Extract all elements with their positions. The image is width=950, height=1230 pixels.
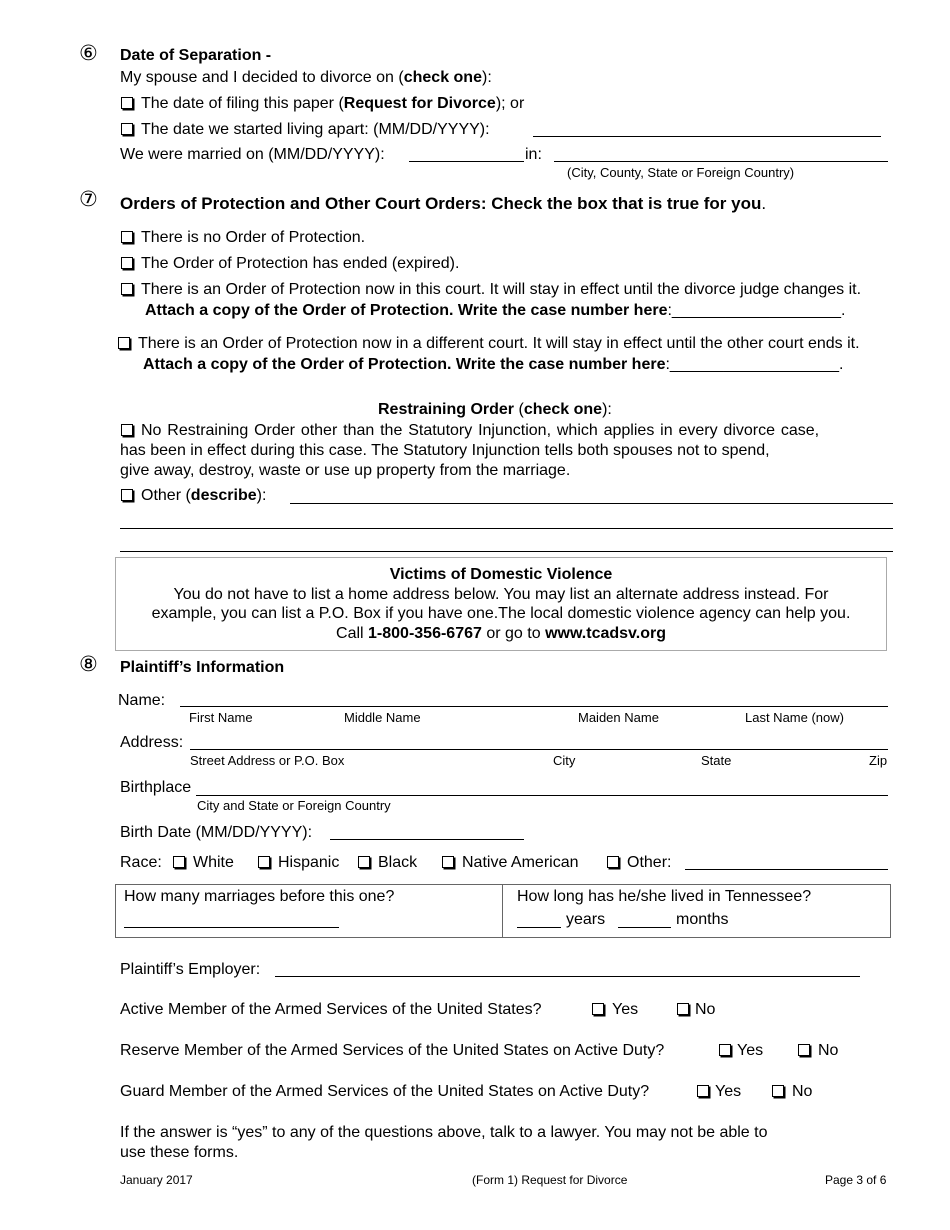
address-field[interactable] — [190, 749, 888, 750]
active-yes[interactable]: Yes — [592, 1001, 638, 1019]
marriage-residence-table — [115, 884, 891, 938]
checkbox[interactable] — [719, 1044, 731, 1056]
restraining-option-none[interactable]: No Restraining Order other than the Statutory Injunction, which applies in every divorce case, — [121, 422, 819, 440]
guard-yes[interactable]: Yes — [697, 1083, 741, 1101]
section-6-number: ⑥ — [79, 41, 98, 65]
reserve-yes[interactable]: Yes — [719, 1042, 763, 1060]
married-place-field[interactable] — [554, 161, 888, 162]
checkbox[interactable] — [697, 1085, 709, 1097]
checkbox[interactable] — [118, 337, 130, 349]
active-duty-question: Active Member of the Armed Services of the United States? — [120, 1001, 542, 1018]
restraining-text-line-3: give away, destroy, waste or use up property from the marriage. — [120, 462, 571, 479]
other-describe-field[interactable] — [290, 503, 893, 504]
caption-state: State — [701, 753, 732, 768]
birthplace-caption: City and State or Foreign Country — [197, 798, 391, 813]
separation-date-field[interactable] — [533, 136, 881, 137]
address-label: Address: — [120, 734, 184, 751]
dv-line-2: example, you can list a P.O. Box if you have one.The local domestic violence agency can help you. — [151, 605, 851, 622]
tennessee-question: How long has he/she lived in Tennessee? — [517, 888, 812, 905]
race-black[interactable]: Black — [358, 854, 417, 872]
footer-form-name: (Form 1) Request for Divorce — [472, 1173, 628, 1187]
footer-date: January 2017 — [120, 1173, 193, 1187]
protection-option-this-court[interactable]: There is an Order of Protection now in this court. It will stay in effect until the divorce judge changes it. — [121, 281, 861, 299]
restraining-option-other[interactable]: Other (describe): — [121, 487, 266, 505]
birthplace-field[interactable] — [196, 795, 888, 796]
checkbox[interactable] — [607, 856, 619, 868]
race-other-field[interactable] — [685, 869, 888, 870]
race-other[interactable]: Other: — [607, 854, 671, 872]
footer-page-number: Page 3 of 6 — [825, 1173, 887, 1187]
name-label: Name: — [118, 692, 166, 709]
protection-option-other-court[interactable]: There is an Order of Protection now in a different court. It will stay in effect until the other court ends it. — [118, 335, 860, 353]
race-native-american[interactable]: Native American — [442, 854, 579, 872]
section-6-title: Date of Separation - — [120, 47, 272, 64]
guard-no[interactable]: No — [772, 1083, 812, 1101]
reserve-no[interactable]: No — [798, 1042, 838, 1060]
married-in-label: in: — [525, 146, 542, 163]
section-6-intro: My spouse and I decided to divorce on (check one): — [120, 69, 492, 86]
separation-option-filing[interactable]: The date of filing this paper (Request for Divorce); or — [121, 95, 524, 113]
caption-first-name: First Name — [189, 710, 253, 725]
married-date-field[interactable] — [409, 161, 524, 162]
protection-option-none[interactable]: There is no Order of Protection. — [121, 229, 365, 247]
employer-label: Plaintiff’s Employer: — [120, 961, 261, 978]
section-8-number: ⑧ — [79, 652, 98, 676]
dv-phone[interactable]: 1-800-356-6767 — [368, 624, 482, 642]
race-hispanic[interactable]: Hispanic — [258, 854, 339, 872]
checkbox[interactable] — [121, 97, 133, 109]
restraining-text-line-2: has been in effect during this case. The Statutory Injunction tells both spouses not to spend, — [120, 442, 770, 459]
employer-field[interactable] — [275, 976, 860, 977]
dv-website-link[interactable]: www.tcadsv.org — [545, 624, 666, 642]
checkbox[interactable] — [173, 856, 185, 868]
caption-last-name: Last Name (now) — [745, 710, 844, 725]
checkbox[interactable] — [121, 123, 133, 135]
checkbox[interactable] — [121, 257, 133, 269]
married-date-label: We were married on (MM/DD/YYYY): — [120, 146, 385, 163]
section-8-title: Plaintiff’s Information — [120, 659, 285, 676]
separation-option-apart[interactable]: The date we started living apart: (MM/DD/YYYY): — [121, 121, 490, 139]
other-describe-line-3[interactable] — [120, 551, 893, 552]
caption-street: Street Address or P.O. Box — [190, 753, 345, 768]
caption-zip: Zip — [869, 753, 888, 768]
dv-line-1: You do not have to list a home address below. You may list an alternate address instead. For — [173, 585, 829, 603]
dv-title: Victims of Domestic Violence — [389, 566, 613, 583]
birthdate-field[interactable] — [330, 839, 524, 840]
caption-city: City — [553, 753, 576, 768]
checkbox[interactable] — [121, 489, 133, 501]
other-describe-line-2[interactable] — [120, 528, 893, 529]
marriages-field[interactable] — [124, 927, 339, 928]
section-7-number: ⑦ — [79, 187, 98, 211]
checkbox[interactable] — [592, 1003, 604, 1015]
restraining-order-heading: Restraining Order (check one): — [378, 401, 612, 418]
birthplace-label: Birthplace — [120, 779, 192, 796]
name-field[interactable] — [180, 706, 888, 707]
marriages-question: How many marriages before this one? — [124, 888, 395, 905]
checkbox[interactable] — [677, 1003, 689, 1015]
tn-months-field[interactable] — [618, 927, 671, 928]
domestic-violence-box — [115, 557, 887, 651]
married-place-caption: (City, County, State or Foreign Country) — [567, 165, 795, 180]
lawyer-note: If the answer is “yes” to any of the questions above, talk to a lawyer. You may not be able to use these forms. — [120, 1124, 768, 1161]
dv-contact-line: Call 1-800-356-6767 or go to www.tcadsv.org — [336, 624, 666, 642]
protection-option-ended[interactable]: The Order of Protection has ended (expired). — [121, 255, 459, 273]
checkbox[interactable] — [121, 424, 133, 436]
checkbox[interactable] — [121, 283, 133, 295]
tn-years-label: years — [566, 911, 606, 928]
race-label: Race: — [120, 854, 162, 871]
section-7-title: Orders of Protection and Other Court Orders: Check the box that is true for you. — [120, 194, 767, 213]
tn-years-field[interactable] — [517, 927, 561, 928]
checkbox[interactable] — [121, 231, 133, 243]
checkbox[interactable] — [358, 856, 370, 868]
guard-question: Guard Member of the Armed Services of the United States on Active Duty? — [120, 1083, 650, 1100]
caption-middle-name: Middle Name — [344, 710, 421, 725]
reserve-question: Reserve Member of the Armed Services of the United States on Active Duty? — [120, 1042, 665, 1059]
tn-months-label: months — [676, 911, 729, 928]
checkbox[interactable] — [442, 856, 454, 868]
active-no[interactable]: No — [677, 1001, 715, 1019]
checkbox[interactable] — [798, 1044, 810, 1056]
checkbox[interactable] — [772, 1085, 784, 1097]
birthdate-label: Birth Date (MM/DD/YYYY): — [120, 824, 313, 841]
race-white[interactable]: White — [173, 854, 234, 872]
checkbox[interactable] — [258, 856, 270, 868]
other-court-attach-line: Attach a copy of the Order of Protection. Write the case number here:___________________. — [143, 356, 844, 373]
caption-maiden-name: Maiden Name — [578, 710, 659, 725]
this-court-attach-line: Attach a copy of the Order of Protection. Write the case number here:___________________. — [145, 302, 846, 319]
